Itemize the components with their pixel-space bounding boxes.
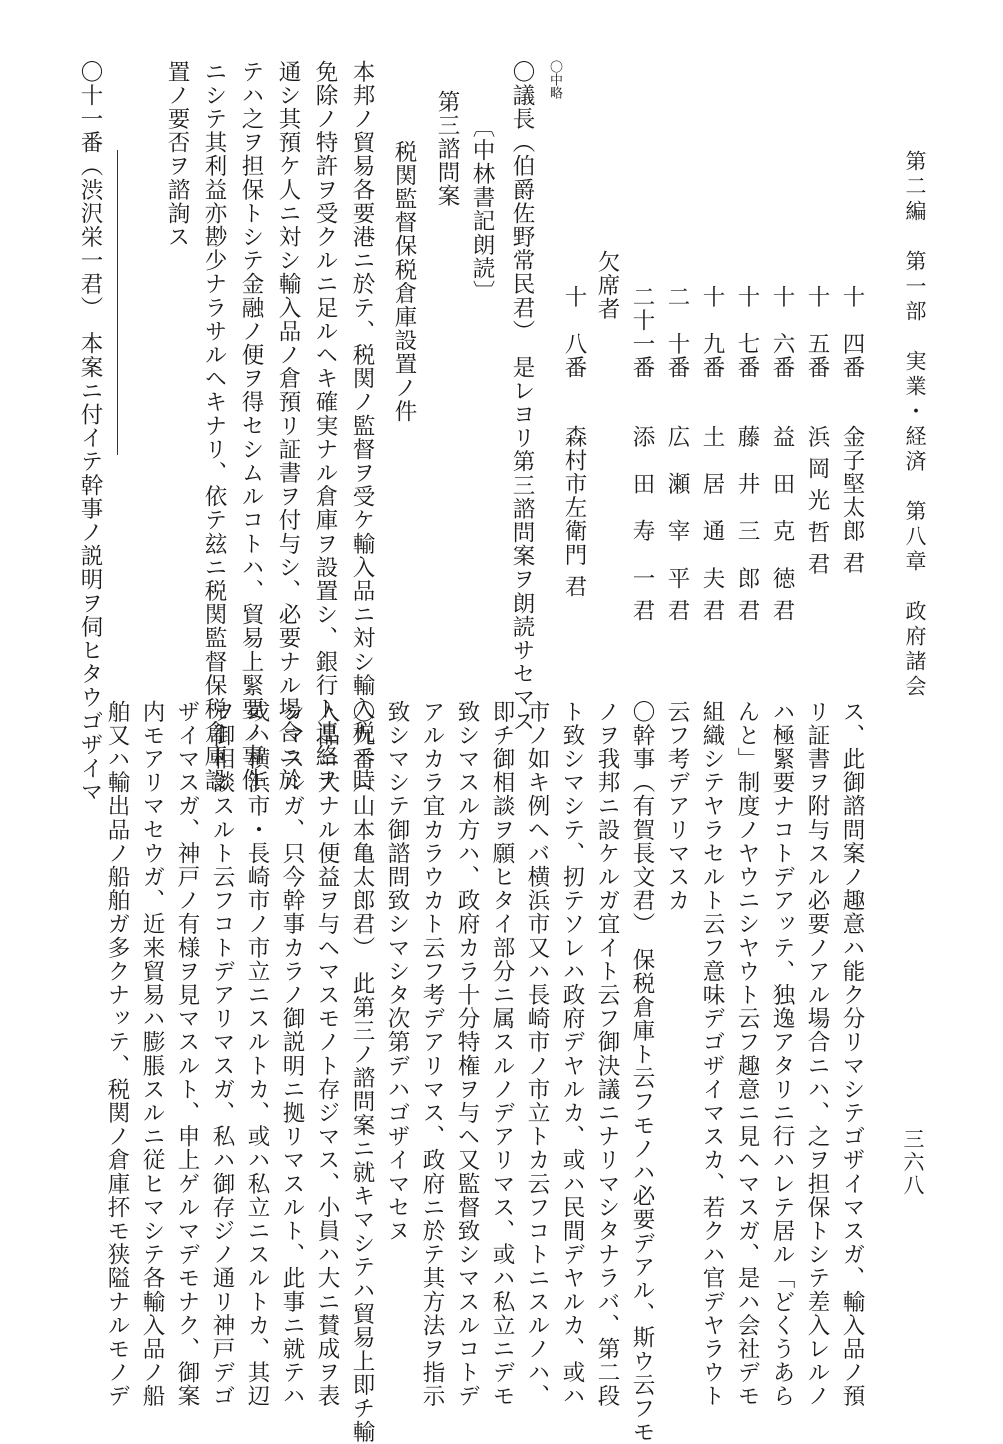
body-line: 舶又ハ輸出品ノ船舶ガ多クナッテ、税関ノ倉庫抔モ狭隘ナルモノデ [104,700,130,1408]
running-head: 第二編 第一部 実業・経済 第八章 政府諸会 [903,150,927,700]
attendance-name: 添 田 寿 一 君 [629,425,655,623]
absent-number: 十 八番 [561,285,587,380]
attendance-number: 十 四番 [839,285,865,380]
body-line: 組織シテヤラセルト云フ意味デゴザイマスカ、若クハ官デヤラウト [699,700,725,1408]
attendance-name: 広 瀬 宰 平 君 [664,425,690,623]
body-line: アルカラ宜カラウカト云フ考デアリマス、政府ニ於テ其方法ヲ指示 [419,700,445,1408]
body-line: 致シマシテ御諮問致シマシタ次第デハゴザイマセヌ [384,700,410,1243]
omission-mark: 〇中略 [547,60,562,99]
attendance-name: 金子堅太郎 君 [839,425,865,575]
attendance-number: 二 十番 [664,285,690,380]
attendance-number: 十 五番 [804,285,830,380]
body-line: 免除ノ特許ヲ受クルニ足ルヘキ確実ナル倉庫ヲ設置シ、銀行ト連絡ヲ [312,60,338,792]
attendance-name: 浜 岡 光 哲 君 [804,425,830,577]
body-line: 入品ニ大ナル便益ヲ与ヘマスモノト存ジマス、小員ハ大ニ賛成ヲ表 [314,700,340,1408]
section-divider [117,150,118,455]
body-line: 致シマスル方ハ、政府カラ十分特権ヲ与ヘ又監督致シマスルコトデ [454,700,480,1408]
body-line: ス、此御諮問案ノ趣意ハ能ク分リマシテゴザイマスガ、輸入品ノ預 [839,700,865,1408]
body-line: 内モアリマセウガ、近来貿易ハ膨脹スルニ従ヒマシテ各輸入品ノ船 [139,700,165,1408]
attendance-name: 益 田 克 徳 君 [769,425,795,623]
attendance-number: 十 九番 [699,285,725,380]
document-subject: 税関監督保税倉庫設置ノ件 [391,140,417,424]
body-line: シマスルガ、只今幹事カラノ御説明ニ拠リマスルト、此事ニ就テハ [279,700,305,1408]
body-line: んと」制度ノヤウニシヤウト云フ趣意ニ見ヘマスガ、是ハ会社デモ [734,700,760,1408]
speaker-line: 〇幹事（有賀長文君） 保税倉庫ト云フモノハ必要デアル、斯ウ云フモ [629,700,655,1444]
body-line: ノヲ我邦ニ設ケルガ宜イト云フ御決議ニナリマシタナラバ、第二段 [594,700,620,1408]
body-line: ト致シマシテ、扨テソレハ政府デヤルカ、或ハ民間デヤルカ、或ハ [559,700,585,1408]
attendance-name: 土 居 通 夫 君 [699,425,725,623]
body-line: 即チ御相談ヲ願ヒタイ部分ニ属スルノデアリマス、或ハ私立ニデモ [489,700,515,1408]
body-line: ヲ御相談スルト云フコトデアリマスガ、私ハ御存ジノ通リ神戸デゴ [209,700,235,1408]
body-line: ハ極緊要ナコトデアッテ、独逸アタリニ行ハレテ居ル「どくうあら [769,700,795,1408]
attendance-number: 二十一番 [629,285,655,380]
absent-label: 欠席者 [594,250,620,321]
attendance-number: 十 六番 [769,285,795,380]
body-line: ニシテ其利益亦尠少ナラサルヘキナリ、依テ玆ニ税関監督保税倉庫設 [201,60,227,792]
body-line: テハ之ヲ担保トシテ金融ノ便ヲ得セシムルコトハ、貿易上緊要ノ事件 [238,60,264,792]
absent-name: 森村市左衛門 君 [561,425,587,599]
body-line: 市ノ如キ例ヘバ横浜市又ハ長崎市ノ市立トカ云フコトニスルノハ、 [524,700,550,1408]
attendance-name: 藤 井 三 郎 君 [734,425,760,623]
speaker-line: 〇議長（伯爵佐野常民君） 是レヨリ第三諮問案ヲ朗読サセマス [509,60,535,734]
body-line: 通シ其預ケ人ニ対シ輸入品ノ倉預リ証書ヲ付与シ、必要ナル場合ニ於 [275,60,301,792]
body-line: 置ノ要否ヲ諮詢ス [164,60,190,249]
body-line: 或ハ横浜市・長崎市ノ市立ニスルトカ、或ハ私立ニスルトカ、其辺 [244,700,270,1408]
page-number: 三六八 [901,1128,925,1197]
clerk-reading-note: 〔中林書記朗読〕 [469,115,495,304]
speaker-line: 〇十一番（渋沢栄一君） 本案ニ付イテ幹事ノ説明ヲ伺ヒタウゴザイマ [77,60,103,804]
speaker-line: 〇九番（山本亀太郎君） 此第三ノ諮問案ニ就キマシテハ貿易上即チ輸 [349,700,375,1444]
body-line: 本邦ノ貿易各要港ニ於テ、税関ノ監督ヲ受ケ輸入品ニ対シ輸入税一時 [349,60,375,792]
body-line: リ証書ヲ附与スル必要ノアル場合ニハ、之ヲ担保トシテ差入レルノ [804,700,830,1408]
attendance-number: 十 七番 [734,285,760,380]
body-line: 云フ考デアリマスカ [664,700,690,913]
document-heading: 第三諮問案 [434,90,460,208]
body-line: ザイマスガ、神戸ノ有様ヲ見マスルト、申上ゲルマデモナク、御案 [174,700,200,1408]
